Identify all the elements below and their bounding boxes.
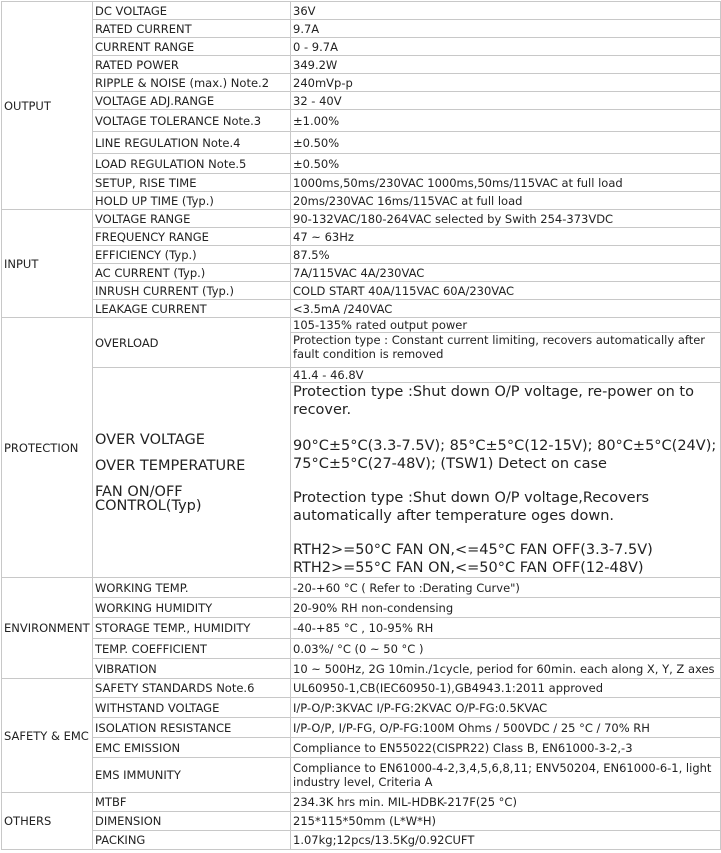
row-name: EMC EMISSION — [93, 738, 291, 758]
table-row — [2, 300, 721, 318]
table-row — [2, 110, 721, 132]
table-row — [2, 56, 721, 74]
section-input-label: INPUT — [2, 210, 93, 318]
row-value: COLD START 40A/115VAC 60A/230VAC — [291, 282, 721, 300]
ov-protection-type: Protection type :Shut down O/P voltage, re-power on to recover. — [293, 384, 694, 418]
ot-protection-type: Protection type :Shut down O/P voltage,Recovers automatically after temperature oges down. — [293, 490, 650, 524]
table-row — [2, 368, 721, 578]
row-name: VOLTAGE TOLERANCE Note.3 — [93, 110, 291, 132]
table-row — [2, 228, 721, 246]
row-name: STORAGE TEMP., HUMIDITY — [93, 618, 291, 639]
row-name: CURRENT RANGE — [93, 38, 291, 56]
row-value: 87.5% — [291, 246, 721, 264]
row-value: 10 ~ 500Hz, 2G 10min./1cycle, period for 60min. each along X, Y, Z axes — [291, 659, 721, 679]
row-name: ISOLATION RESISTANCE — [93, 718, 291, 738]
row-name: DIMENSION — [93, 812, 291, 831]
table-row — [2, 812, 721, 831]
row-name: AC CURRENT (Typ.) — [93, 264, 291, 282]
row-value: Compliance to EN61000-4-2,3,4,5,6,8,11; ENV50204, EN61000-6-1, light industry level, Criteria A — [291, 758, 721, 793]
row-value: 1.07kg;12pcs/13.5Kg/0.92CUFT — [291, 831, 721, 850]
row-value: ±0.50% — [291, 154, 721, 174]
table-row — [2, 738, 721, 758]
section-environment-label: ENVIRONMENT — [2, 578, 93, 679]
table-row — [2, 598, 721, 618]
table-row — [2, 831, 721, 850]
row-name: LOAD REGULATION Note.5 — [93, 154, 291, 174]
row-value: 7A/115VAC 4A/230VAC — [291, 264, 721, 282]
table-row — [2, 793, 721, 812]
row-name: RATED CURRENT — [93, 20, 291, 38]
table-row — [2, 246, 721, 264]
row-name-overload: OVERLOAD — [93, 318, 291, 368]
row-value: 32 - 40V — [291, 92, 721, 110]
row-value: 0 - 9.7A — [291, 38, 721, 56]
row-value: -20-+60 °C ( Refer to :Derating Curve") — [291, 578, 721, 598]
spec-table — [1, 1, 721, 850]
row-value: ±1.00% — [291, 110, 721, 132]
table-row — [2, 74, 721, 92]
row-name: DC VOLTAGE — [93, 2, 291, 20]
row-name: WORKING HUMIDITY — [93, 598, 291, 618]
row-value: Compliance to EN55022(CISPR22) Class B, EN61000-3-2,-3 — [291, 738, 721, 758]
row-name: EMS IMMUNITY — [93, 758, 291, 793]
row-value: ±0.50% — [291, 132, 721, 154]
section-output-label: OUTPUT — [2, 2, 93, 210]
spacer — [293, 525, 718, 541]
row-name: VOLTAGE ADJ.RANGE — [93, 92, 291, 110]
table-row — [2, 679, 721, 698]
row-value: I/P-O/P:3KVAC I/P-FG:2KVAC O/P-FG:0.5KVAC — [291, 698, 721, 718]
table-row — [2, 698, 721, 718]
row-value: 215*115*50mm (L*W*H) — [291, 812, 721, 831]
row-name: EFFICIENCY (Typ.) — [93, 246, 291, 264]
row-name: PACKING — [93, 831, 291, 850]
row-value: 0.03%/ °C (0 ~ 50 °C ) — [291, 639, 721, 659]
table-row — [2, 758, 721, 793]
table-row — [2, 174, 721, 192]
row-value: 90-132VAC/180-264VAC selected by Swith 254-373VDC — [291, 210, 721, 228]
row-value: 349.2W — [291, 56, 721, 74]
row-value: UL60950-1,CB(IEC60950-1),GB4943.1:2011 approved — [291, 679, 721, 698]
row-value: 36V — [291, 2, 721, 20]
ov-range: 41.4 - 46.8V — [291, 368, 720, 383]
table-row — [2, 2, 721, 20]
row-value: I/P-O/P, I/P-FG, O/P-FG:100M Ohms / 500VDC / 25 °C / 70% RH — [291, 718, 721, 738]
table-row — [2, 20, 721, 38]
row-value: 240mVp-p — [291, 74, 721, 92]
table-row — [2, 132, 721, 154]
spacer — [95, 447, 288, 459]
row-name: LEAKAGE CURRENT — [93, 300, 291, 318]
table-row — [2, 718, 721, 738]
spacer — [293, 473, 718, 489]
row-name: SAFETY STANDARDS Note.6 — [93, 679, 291, 698]
spacer — [293, 419, 718, 437]
row-value: 20-90% RH non-condensing — [291, 598, 721, 618]
row-value: 20ms/230VAC 16ms/115VAC at full load — [291, 192, 721, 210]
row-name: SETUP, RISE TIME — [93, 174, 291, 192]
table-row — [2, 192, 721, 210]
row-value: 47 ~ 63Hz — [291, 228, 721, 246]
section-protection-label: PROTECTION — [2, 318, 93, 578]
row-name: FREQUENCY RANGE — [93, 228, 291, 246]
row-name: WORKING TEMP. — [93, 578, 291, 598]
row-name: INRUSH CURRENT (Typ.) — [93, 282, 291, 300]
row-value: -40-+85 °C , 10-95% RH — [291, 618, 721, 639]
row-value: 1000ms,50ms/230VAC 1000ms,50ms/115VAC at full load — [291, 174, 721, 192]
overload-protection-type: Protection type : Constant current limiting, recovers automatically after fault condition is removed — [293, 333, 706, 361]
row-value: 234.3K hrs min. MIL-HDBK-217F(25 °C) — [291, 793, 721, 812]
table-row — [2, 92, 721, 110]
row-value: <3.5mA /240VAC — [291, 300, 721, 318]
table-row — [2, 38, 721, 56]
row-value-overload — [291, 318, 721, 368]
row-name: TEMP. COEFFICIENT — [93, 639, 291, 659]
fan-control-line-2: RTH2>=55°C FAN ON,<=50°C FAN OFF(12-48V) — [293, 560, 644, 576]
table-row — [2, 282, 721, 300]
table-row — [2, 578, 721, 598]
over-temperature-label: OVER TEMPERATURE — [95, 457, 246, 474]
table-row — [2, 318, 721, 368]
section-safety-label: SAFETY & EMC — [2, 679, 93, 793]
table-row — [2, 639, 721, 659]
table-row — [2, 618, 721, 639]
row-name-combined — [93, 368, 291, 578]
row-name: RIPPLE & NOISE (max.) Note.2 — [93, 74, 291, 92]
row-name: MTBF — [93, 793, 291, 812]
ot-temperatures: 90°C±5°C(3.3-7.5V); 85°C±5°C(12-15V); 80°C±5°C(24V); 75°C±5°C(27-48V); (TSW1) Detect on case — [293, 438, 717, 472]
row-name: HOLD UP TIME (Typ.) — [93, 192, 291, 210]
section-others-label: OTHERS — [2, 793, 93, 850]
row-value: 9.7A — [291, 20, 721, 38]
spacer — [95, 473, 288, 485]
row-name: WITHSTAND VOLTAGE — [93, 698, 291, 718]
fan-control-line-1: RTH2>=50°C FAN ON,<=45°C FAN OFF(3.3-7.5V) — [293, 542, 653, 558]
row-value-combined — [291, 368, 721, 578]
fan-control-label: FAN ON/OFF CONTROL(Typ) — [95, 483, 202, 514]
table-row — [2, 210, 721, 228]
row-name: VIBRATION — [93, 659, 291, 679]
table-row — [2, 154, 721, 174]
table-row — [2, 264, 721, 282]
overload-range: 105-135% rated output power — [291, 318, 720, 333]
row-name: VOLTAGE RANGE — [93, 210, 291, 228]
table-row — [2, 659, 721, 679]
row-name: RATED POWER — [93, 56, 291, 74]
row-name: LINE REGULATION Note.4 — [93, 132, 291, 154]
over-voltage-label: OVER VOLTAGE — [95, 431, 205, 448]
